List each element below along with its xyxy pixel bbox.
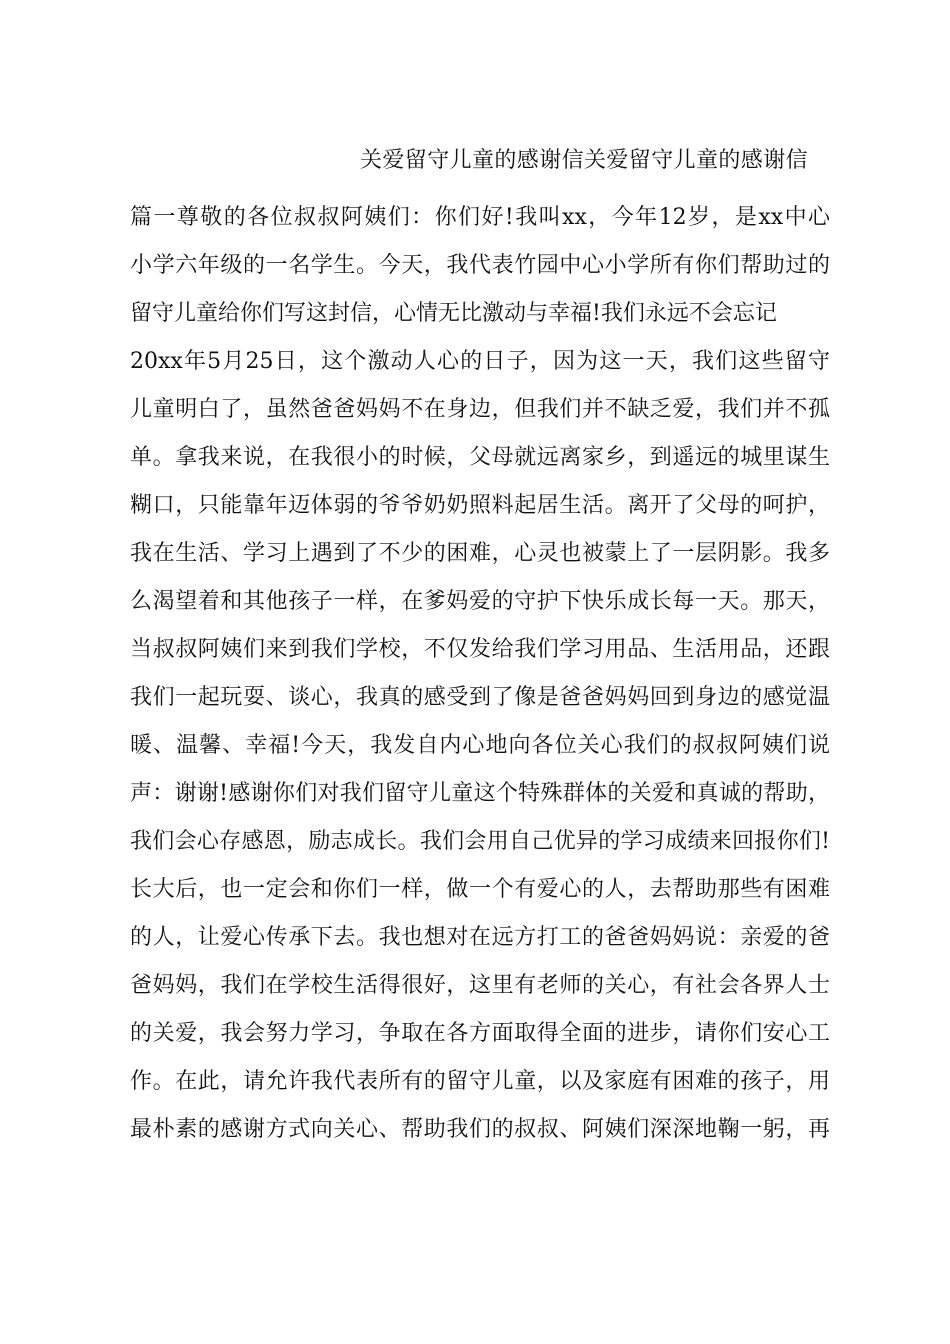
body-line: 我们一起玩耍、谈心，我真的感受到了像是爸爸妈妈回到身边的感觉温 — [130, 685, 830, 710]
body-line: 声：谢谢!感谢你们对我们留守儿童这个特殊群体的关爱和真诚的帮助， — [130, 781, 830, 806]
body-line: 当叔叔阿姨们来到我们学校，不仅发给我们学习用品、生活用品，还跟 — [130, 637, 830, 662]
body-line: 糊口，只能靠年迈体弱的爷爷奶奶照料起居生活。离开了父母的呵护， — [130, 493, 830, 518]
body-line: 我们会心存感恩，励志成长。我们会用自己优异的学习成绩来回报你们! — [130, 829, 830, 854]
body-line: 儿童明白了，虽然爸爸妈妈不在身边，但我们并不缺乏爱，我们并不孤 — [130, 397, 830, 422]
body-line: 留守儿童给你们写这封信，心情无比激动与幸福!我们永远不会忘记 — [130, 301, 777, 326]
body-line: 篇一尊敬的各位叔叔阿姨们：你们好!我叫xx，今年12岁，是xx中心 — [130, 205, 830, 230]
body-line: 的人，让爱心传承下去。我也想对在远方打工的爸爸妈妈说：亲爱的爸 — [130, 925, 830, 950]
body-line: 长大后，也一定会和你们一样，做一个有爱心的人，去帮助那些有困难 — [130, 877, 830, 902]
body-line: 20xx年5月25日，这个激动人心的日子，因为这一天，我们这些留守 — [130, 349, 830, 374]
body-line: 作。在此，请允许我代表所有的留守儿童，以及家庭有困难的孩子，用 — [130, 1069, 830, 1094]
body-line: 爸妈妈，我们在学校生活得很好，这里有老师的关心，有社会各界人士 — [130, 973, 830, 998]
body-line: 小学六年级的一名学生。今天，我代表竹园中心小学所有你们帮助过的 — [130, 253, 830, 278]
document-title: 关爱留守儿童的感谢信关爱留守儿童的感谢信 — [360, 148, 809, 173]
body-line: 么渴望着和其他孩子一样，在爹妈爱的守护下快乐成长每一天。那天， — [130, 589, 830, 614]
body-line: 我在生活、学习上遇到了不少的困难，心灵也被蒙上了一层阴影。我多 — [130, 541, 830, 566]
letter-body — [130, 194, 830, 1154]
body-line: 暖、温馨、幸福!今天，我发自内心地向各位关心我们的叔叔阿姨们说 — [130, 733, 830, 758]
body-line: 单。拿我来说，在我很小的时候，父母就远离家乡，到遥远的城里谋生 — [130, 445, 830, 470]
body-line: 的关爱，我会努力学习，争取在各方面取得全面的进步，请你们安心工 — [130, 1021, 830, 1046]
body-line: 最朴素的感谢方式向关心、帮助我们的叔叔、阿姨们深深地鞠一躬，再 — [130, 1117, 830, 1142]
